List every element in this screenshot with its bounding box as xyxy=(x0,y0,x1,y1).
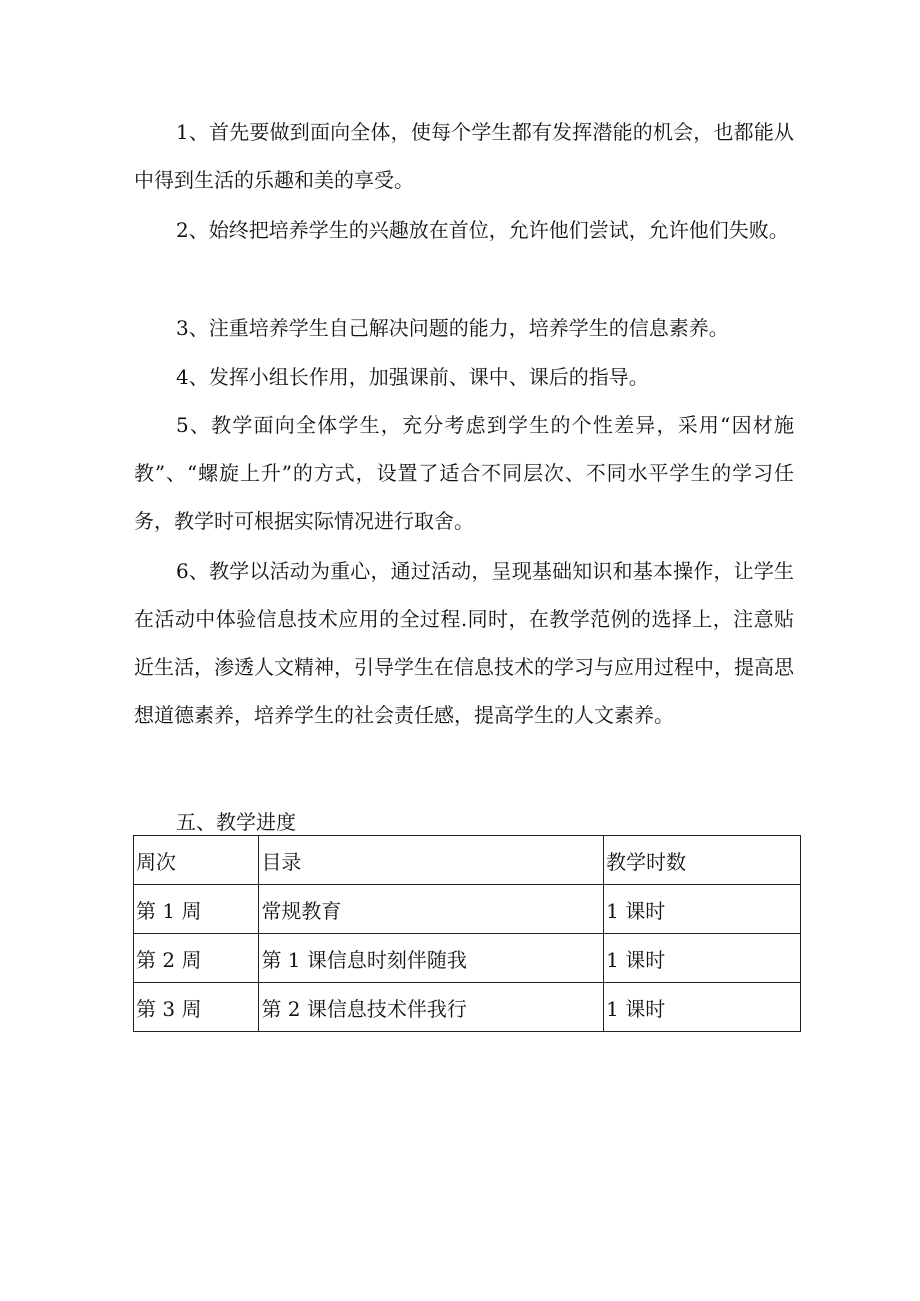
cell-week: 第 1 周 xyxy=(134,885,259,934)
cell-hours: 1 课时 xyxy=(604,983,801,1032)
cell-week: 第 3 周 xyxy=(134,983,259,1032)
header-week: 周次 xyxy=(134,836,259,885)
cell-hours: 1 课时 xyxy=(604,934,801,983)
header-contents: 目录 xyxy=(259,836,604,885)
cell-hours: 1 课时 xyxy=(604,885,801,934)
paragraph-6: 6、教学以活动为重心，通过活动，呈现基础知识和基本操作，让学生在活动中体验信息技术应用的全过程.同时，在教学范例的选择上，注意贴近生活，渗透人文精神，引导学生在信息技术的学习与应用过程中，提高思想道德素养，培养学生的社会责任感，提高学生的人文素养。 xyxy=(134,559,794,727)
table-row xyxy=(134,934,801,983)
paragraph-3: 3、注重培养学生自己解决问题的能力，培养学生的信息素养。 xyxy=(176,316,729,340)
cell-week: 第 2 周 xyxy=(134,934,259,983)
paragraph-1: 1、首先要做到面向全体，使每个学生都有发挥潜能的机会，也都能从中得到生活的乐趣和美的享受。 xyxy=(134,120,794,192)
header-hours: 教学时数 xyxy=(604,836,801,885)
table-header-row xyxy=(134,836,801,885)
table-row xyxy=(134,983,801,1032)
cell-contents: 第 1 课信息时刻伴随我 xyxy=(259,934,604,983)
paragraph-5: 5、教学面向全体学生，充分考虑到学生的个性差异，采用“因材施教”、“螺旋上升”的方式，设置了适合不同层次、不同水平学生的学习任务，教学时可根据实际情况进行取舍。 xyxy=(134,413,794,533)
section-heading: 五、教学进度 xyxy=(176,810,296,834)
schedule-table xyxy=(133,835,801,1032)
cell-contents: 常规教育 xyxy=(259,885,604,934)
paragraph-4: 4、发挥小组长作用，加强课前、课中、课后的指导。 xyxy=(176,365,649,389)
table-row xyxy=(134,885,801,934)
cell-contents: 第 2 课信息技术伴我行 xyxy=(259,983,604,1032)
paragraph-2: 2、始终把培养学生的兴趣放在首位，允许他们尝试，允许他们失败。 xyxy=(176,218,789,242)
